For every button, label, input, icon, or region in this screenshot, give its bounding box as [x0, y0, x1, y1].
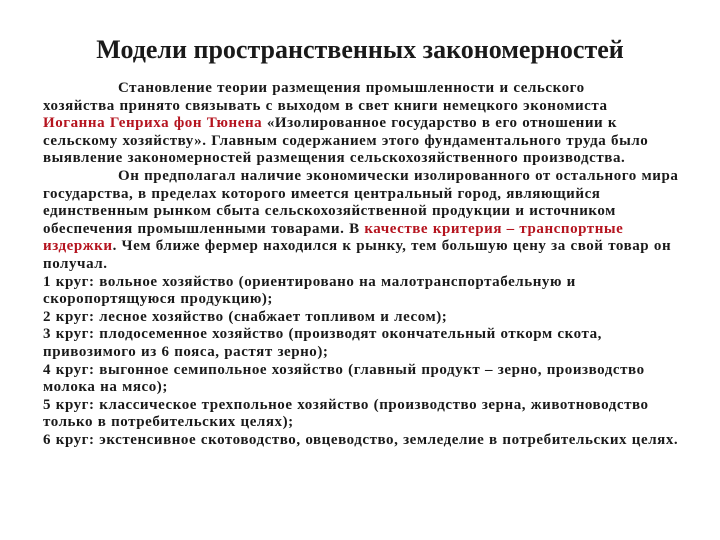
model-text: Он предполагал наличие экономически изолированного от остального мира государства, в пределах которого имеется центральный город, являющийся единственным рынком сбыта сельскохозяйственной продукции и источником обеспечения промышленными товарами. В: [43, 167, 679, 237]
criterion-highlight: качестве критерия – транспортные издержки: [43, 220, 624, 255]
circle-item-5: 5 круг: классическое трехпольное хозяйство (производство зерна, животноводство только в потребительских целях);: [43, 396, 649, 431]
intro-line-1: Становление теории размещения промышленности и сельского: [118, 80, 585, 96]
slide-title: Модели пространственных закономерностей: [96, 35, 624, 64]
circle-item-3: 3 круг: плодосеменное хозяйство (производят окончательный откорм скота, привозимого из 6 пояса, растят зерно);: [43, 326, 602, 360]
slide-body: [43, 80, 683, 449]
circle-item-4: 4 круг: выгонное семипольное хозяйство (главный продукт – зерно, производство молока на мясо);: [43, 361, 645, 396]
model-rest: . Чем ближе фермер находился к рынку, тем большую цену за свой товар он получал.: [43, 238, 672, 272]
circle-item-1: 1 круг: вольное хозяйство (ориентировано на малотранспортабельную и скоропортящуюся продукцию);: [43, 273, 576, 308]
paragraph-intro: [43, 80, 683, 168]
circle-item-6: 6 круг: экстенсивное скотоводство, овцеводство, земледелие в потребительских целях.: [43, 431, 679, 448]
paragraph-model: [43, 168, 683, 274]
intro-line-2: хозяйства принято связывать с выходом в свет книги немецкого экономиста: [43, 97, 608, 114]
intro-rest: «Изолированное государство в его отношении к сельскому хозяйству». Главным содержанием этого фундаментального труда было выявление закономерностей размещения сельскохозяйственного производства.: [43, 115, 649, 167]
author-name: Иоганна Генриха фон Тюнена: [43, 115, 263, 132]
circle-item-2: 2 круг: лесное хозяйство (снабжает топливом и лесом);: [43, 308, 448, 325]
